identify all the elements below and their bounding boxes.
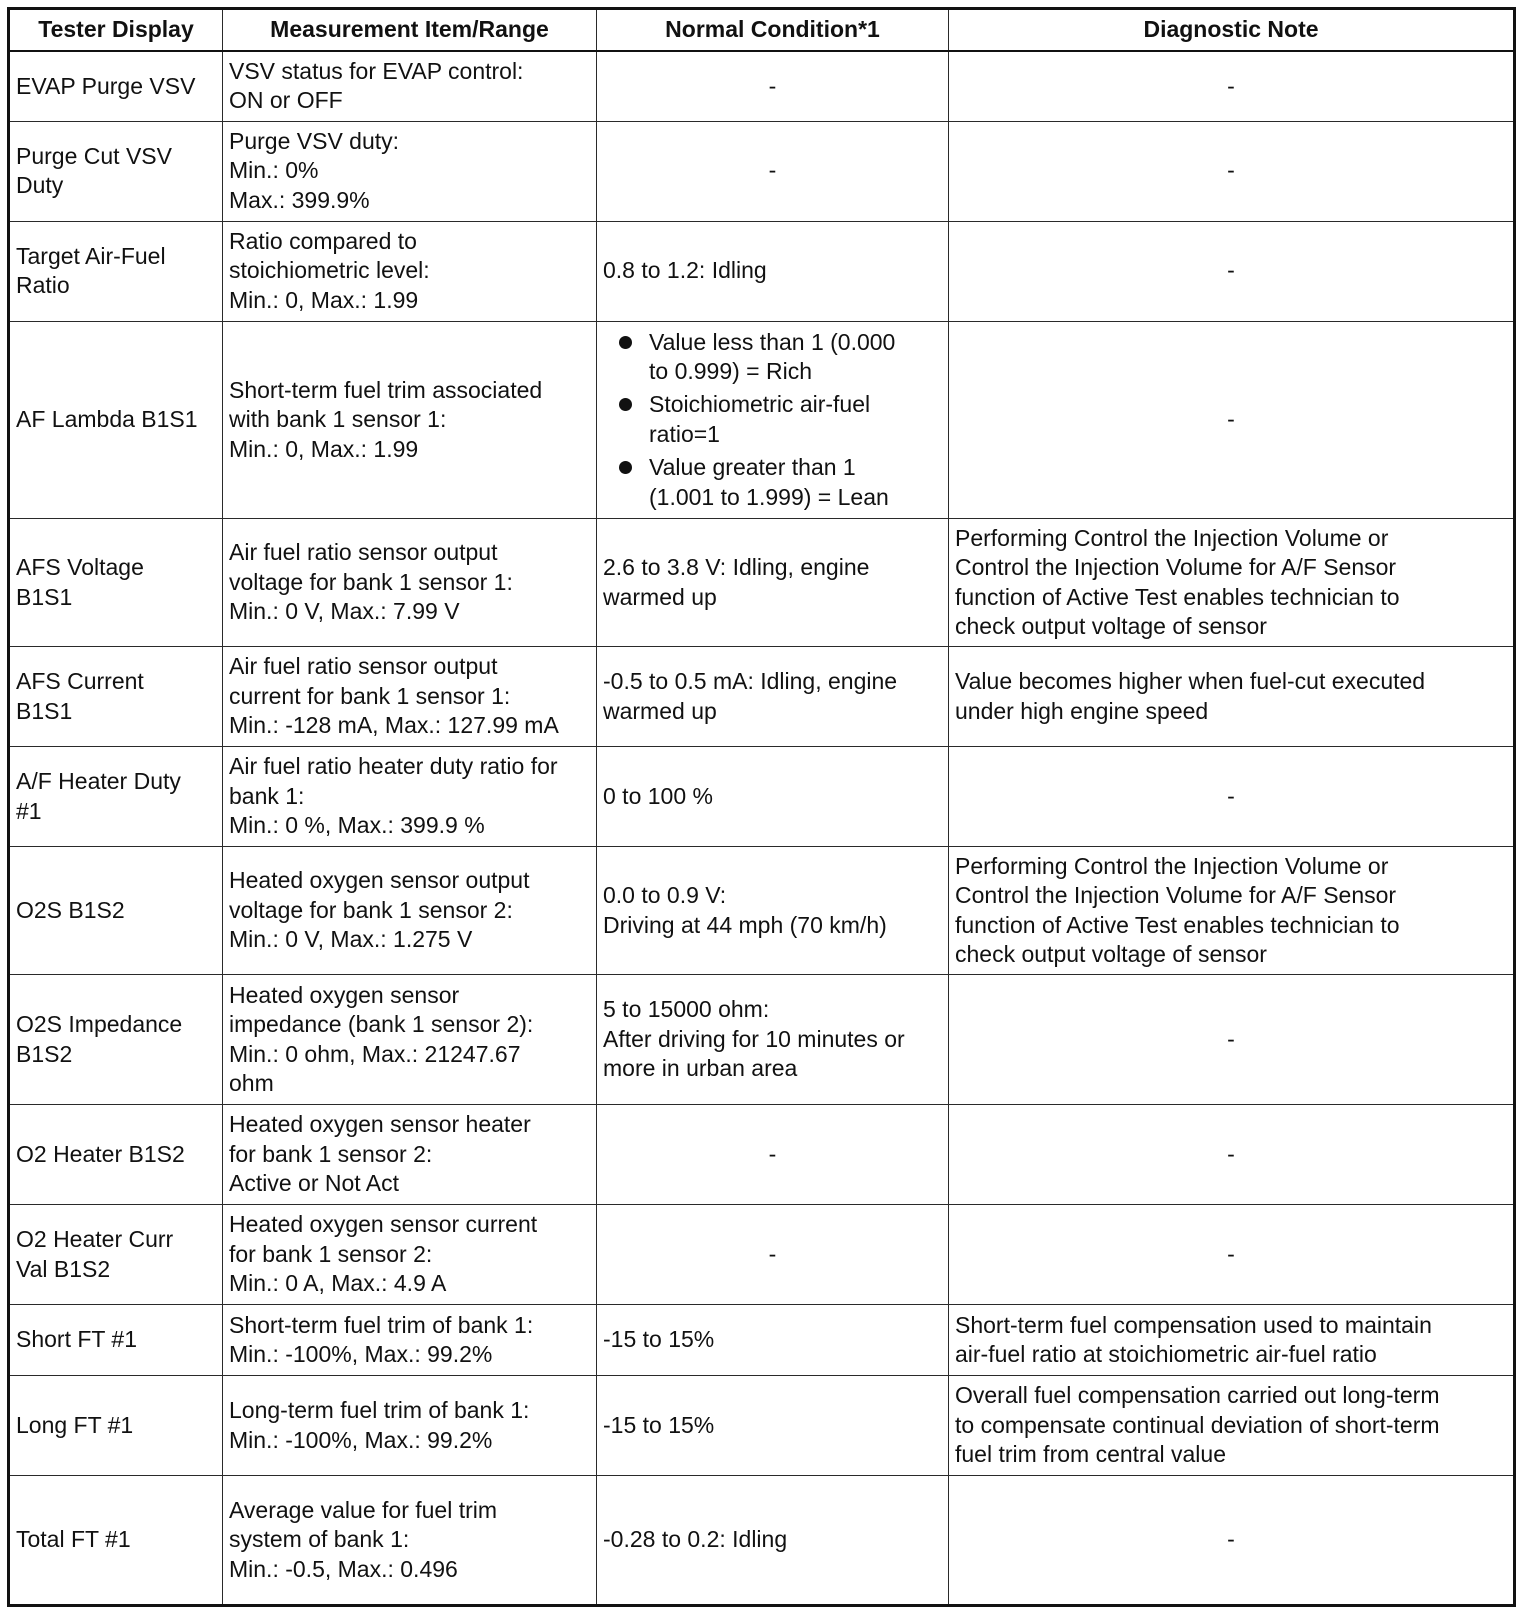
diagnostic-note-cell: - [949,121,1515,221]
normal-condition-cell: - [597,121,949,221]
normal-condition-cell: -0.28 to 0.2: Idling [597,1476,949,1606]
measurement-cell: Average value for fuel trim system of bank 1: Min.: -0.5, Max.: 0.496 [223,1476,597,1606]
normal-condition-cell: -15 to 15% [597,1305,949,1376]
measurement-cell: Long-term fuel trim of bank 1: Min.: -100%, Max.: 99.2% [223,1376,597,1476]
normal-condition-cell: 2.6 to 3.8 V: Idling, engine warmed up [597,519,949,647]
table-row [9,1205,1515,1305]
header-tester-display: Tester Display [9,9,223,52]
diagnostic-note-cell: - [949,975,1515,1105]
tester-display-cell: AF Lambda B1S1 [9,321,223,519]
tester-display-cell: Target Air-Fuel Ratio [9,221,223,321]
diagnostic-note-cell: - [949,321,1515,519]
diagnostic-note-cell: Short-term fuel compensation used to maintain air-fuel ratio at stoichiometric air-fuel ratio [949,1305,1515,1376]
data-list-table [7,7,1516,1607]
bullet-item: Value greater than 1 (1.001 to 1.999) = Lean [619,453,942,512]
tester-display-cell: O2S B1S2 [9,847,223,975]
tester-display-cell: EVAP Purge VSV [9,51,223,121]
tester-display-cell: AFS Current B1S1 [9,647,223,747]
tester-display-cell: Total FT #1 [9,1476,223,1606]
tester-display-cell: O2 Heater B1S2 [9,1105,223,1205]
diagnostic-note-cell: - [949,221,1515,321]
table-row [9,975,1515,1105]
diagnostic-note-cell: Performing Control the Injection Volume or Control the Injection Volume for A/F Sensor function of Active Test enables technician to check output voltage of sensor [949,847,1515,975]
header-measurement-item: Measurement Item/Range [223,9,597,52]
bullet-item: Value less than 1 (0.000 to 0.999) = Rich [619,328,942,387]
normal-condition-cell: 0 to 100 % [597,747,949,847]
measurement-cell: Heated oxygen sensor output voltage for bank 1 sensor 2: Min.: 0 V, Max.: 1.275 V [223,847,597,975]
table-row [9,1305,1515,1376]
normal-condition-cell: - [597,1205,949,1305]
normal-condition-cell: -0.5 to 0.5 mA: Idling, engine warmed up [597,647,949,747]
tester-display-cell: O2 Heater Curr Val B1S2 [9,1205,223,1305]
measurement-cell: Heated oxygen sensor impedance (bank 1 sensor 2): Min.: 0 ohm, Max.: 21247.67 ohm [223,975,597,1105]
tester-display-cell: Short FT #1 [9,1305,223,1376]
table-row [9,121,1515,221]
header-normal-condition: Normal Condition*1 [597,9,949,52]
normal-condition-cell: - [597,51,949,121]
table-row [9,647,1515,747]
diagnostic-note-cell: - [949,1205,1515,1305]
measurement-cell: Purge VSV duty: Min.: 0% Max.: 399.9% [223,121,597,221]
tester-display-cell: O2S Impedance B1S2 [9,975,223,1105]
normal-condition-cell: 5 to 15000 ohm: After driving for 10 minutes or more in urban area [597,975,949,1105]
diagnostic-note-cell: Value becomes higher when fuel-cut executed under high engine speed [949,647,1515,747]
tester-display-cell: Long FT #1 [9,1376,223,1476]
measurement-cell: Air fuel ratio sensor output current for bank 1 sensor 1: Min.: -128 mA, Max.: 127.99 mA [223,647,597,747]
normal-condition-cell [597,321,949,519]
diagnostic-note-cell: - [949,747,1515,847]
table-row [9,51,1515,121]
measurement-cell: VSV status for EVAP control: ON or OFF [223,51,597,121]
table-row [9,321,1515,519]
header-row [9,9,1515,52]
measurement-cell: Short-term fuel trim of bank 1: Min.: -100%, Max.: 99.2% [223,1305,597,1376]
diagnostic-note-cell: Overall fuel compensation carried out long-term to compensate continual deviation of short-term fuel trim from central value [949,1376,1515,1476]
diagnostic-note-cell: - [949,51,1515,121]
table-row [9,519,1515,647]
table-row [9,221,1515,321]
measurement-cell: Short-term fuel trim associated with bank 1 sensor 1: Min.: 0, Max.: 1.99 [223,321,597,519]
bullet-item: Stoichiometric air-fuel ratio=1 [619,390,942,449]
diagnostic-note-cell: - [949,1105,1515,1205]
tester-display-cell: Purge Cut VSV Duty [9,121,223,221]
normal-condition-cell: -15 to 15% [597,1376,949,1476]
diagnostic-note-cell: - [949,1476,1515,1606]
measurement-cell: Heated oxygen sensor heater for bank 1 sensor 2: Active or Not Act [223,1105,597,1205]
diagnostic-note-cell: Performing Control the Injection Volume or Control the Injection Volume for A/F Sensor function of Active Test enables technician to check output voltage of sensor [949,519,1515,647]
table-row [9,1105,1515,1205]
tester-display-cell: A/F Heater Duty #1 [9,747,223,847]
measurement-cell: Air fuel ratio heater duty ratio for bank 1: Min.: 0 %, Max.: 399.9 % [223,747,597,847]
measurement-cell: Ratio compared to stoichiometric level: Min.: 0, Max.: 1.99 [223,221,597,321]
normal-condition-cell: 0.8 to 1.2: Idling [597,221,949,321]
table-row [9,1376,1515,1476]
header-diagnostic-note: Diagnostic Note [949,9,1515,52]
tester-display-cell: AFS Voltage B1S1 [9,519,223,647]
normal-condition-bullet-list [603,328,942,513]
table-row [9,747,1515,847]
measurement-cell: Air fuel ratio sensor output voltage for bank 1 sensor 1: Min.: 0 V, Max.: 7.99 V [223,519,597,647]
normal-condition-cell: 0.0 to 0.9 V: Driving at 44 mph (70 km/h) [597,847,949,975]
table-row [9,847,1515,975]
table-row [9,1476,1515,1606]
measurement-cell: Heated oxygen sensor current for bank 1 sensor 2: Min.: 0 A, Max.: 4.9 A [223,1205,597,1305]
normal-condition-cell: - [597,1105,949,1205]
